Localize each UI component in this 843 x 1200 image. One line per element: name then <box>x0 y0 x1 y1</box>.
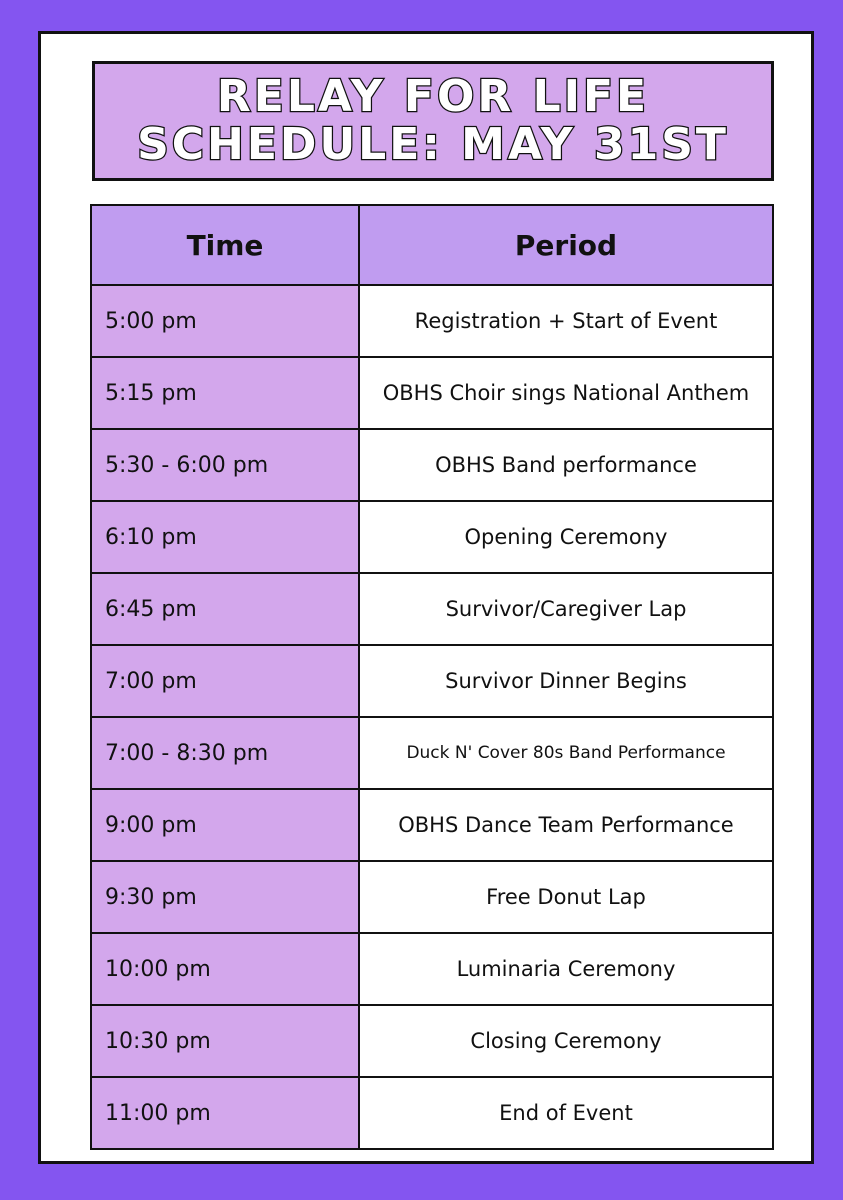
table-row <box>91 1077 773 1149</box>
table-row <box>91 717 773 789</box>
period-cell: End of Event <box>359 1077 773 1149</box>
time-cell: 7:00 - 8:30 pm <box>91 717 359 789</box>
time-cell: 9:00 pm <box>91 789 359 861</box>
period-cell: Free Donut Lap <box>359 861 773 933</box>
schedule-table <box>90 204 774 1150</box>
period-cell: Closing Ceremony <box>359 1005 773 1077</box>
time-cell: 6:10 pm <box>91 501 359 573</box>
time-cell: 9:30 pm <box>91 861 359 933</box>
table-row <box>91 861 773 933</box>
time-cell: 10:00 pm <box>91 933 359 1005</box>
time-cell: 7:00 pm <box>91 645 359 717</box>
time-cell: 5:00 pm <box>91 285 359 357</box>
title-line-2: SCHEDULE: MAY 31ST <box>137 119 729 170</box>
period-cell: OBHS Choir sings National Anthem <box>359 357 773 429</box>
table-header-row <box>91 205 773 285</box>
title-line-1: RELAY FOR LIFE <box>216 71 650 122</box>
period-cell: OBHS Dance Team Performance <box>359 789 773 861</box>
table-row <box>91 645 773 717</box>
title-banner <box>92 61 774 181</box>
period-cell: Opening Ceremony <box>359 501 773 573</box>
period-cell: Survivor Dinner Begins <box>359 645 773 717</box>
table-row <box>91 789 773 861</box>
period-cell: OBHS Band performance <box>359 429 773 501</box>
table-row <box>91 1005 773 1077</box>
table-row <box>91 573 773 645</box>
table-row <box>91 285 773 357</box>
schedule-card <box>38 31 814 1164</box>
table-row <box>91 357 773 429</box>
period-cell: Registration + Start of Event <box>359 285 773 357</box>
period-cell: Luminaria Ceremony <box>359 933 773 1005</box>
time-cell: 5:30 - 6:00 pm <box>91 429 359 501</box>
period-column-header: Period <box>359 205 773 285</box>
period-cell: Survivor/Caregiver Lap <box>359 573 773 645</box>
time-cell: 5:15 pm <box>91 357 359 429</box>
time-column-header: Time <box>91 205 359 285</box>
table-row <box>91 501 773 573</box>
table-row <box>91 933 773 1005</box>
period-cell: Duck N' Cover 80s Band Performance <box>359 717 773 789</box>
time-cell: 11:00 pm <box>91 1077 359 1149</box>
table-row <box>91 429 773 501</box>
time-cell: 10:30 pm <box>91 1005 359 1077</box>
time-cell: 6:45 pm <box>91 573 359 645</box>
